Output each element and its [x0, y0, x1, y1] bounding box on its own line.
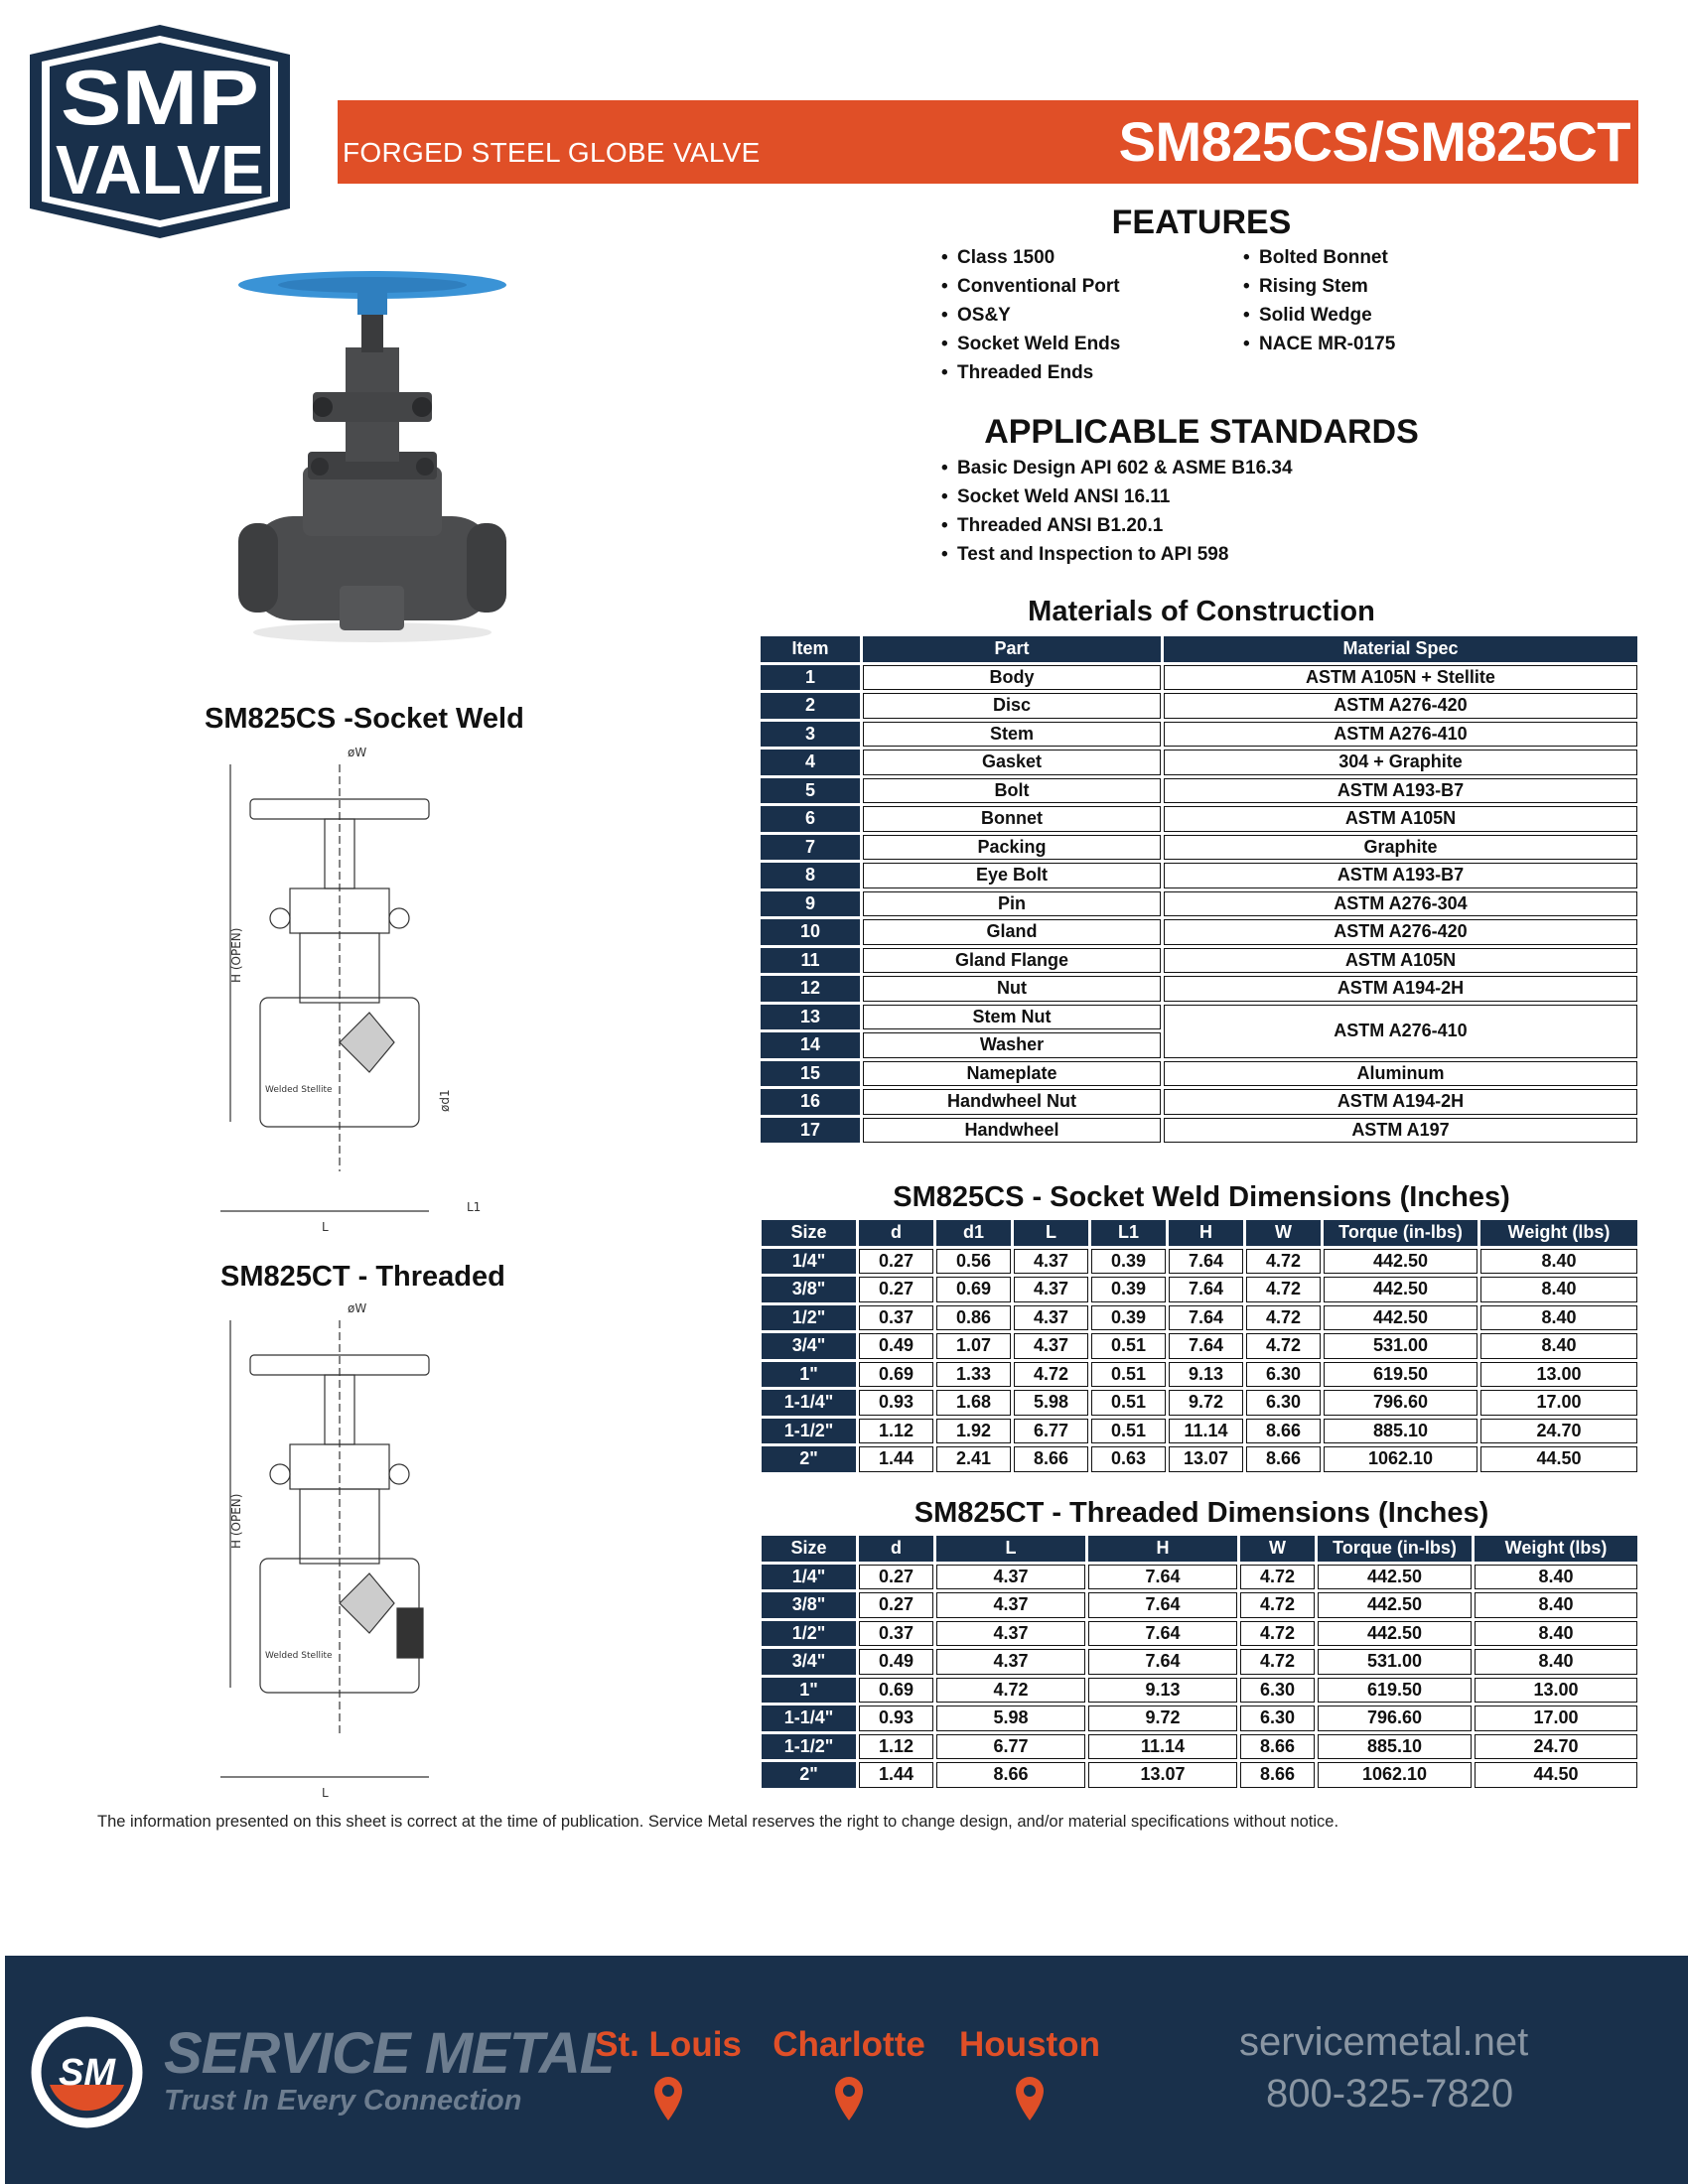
dimensions-value: 4.72: [1246, 1277, 1321, 1302]
dimensions-row: [762, 1305, 1637, 1331]
dimensions-value: 8.66: [1246, 1419, 1321, 1444]
dimensions-value: 1062.10: [1324, 1446, 1477, 1472]
dimensions-row: [762, 1706, 1637, 1731]
standard-item: • Basic Design API 602 & ASME B16.34: [941, 454, 1293, 482]
header-model: SM825CS/SM825CT: [1118, 110, 1630, 173]
dimensions-value: 885.10: [1318, 1734, 1472, 1760]
dimensions-header: W: [1246, 1220, 1321, 1246]
dimensions-row: [762, 1565, 1637, 1590]
standard-item: • Socket Weld ANSI 16.11: [941, 482, 1293, 511]
city-houston: Houston: [959, 2025, 1100, 2064]
dimensions-value: 4.72: [1246, 1333, 1321, 1359]
materials-spec: ASTM A193-B7: [1164, 778, 1637, 804]
materials-item-number: 8: [761, 863, 860, 888]
dimensions-size: 2": [762, 1446, 856, 1472]
logo-line-1: SMP: [61, 54, 259, 141]
dimensions-size: 1/4": [762, 1565, 856, 1590]
drawing-l1-label: L1: [467, 1200, 482, 1214]
dimensions-value: 0.27: [859, 1249, 933, 1275]
dimensions-value: 0.39: [1091, 1249, 1166, 1275]
dimensions-value: 11.14: [1169, 1419, 1243, 1444]
dimensions-row: [762, 1419, 1637, 1444]
materials-part: Handwheel: [863, 1118, 1161, 1144]
dimensions-value: 1.12: [859, 1734, 933, 1760]
materials-item-number: 11: [761, 948, 860, 974]
dimensions-value: 0.37: [859, 1305, 933, 1331]
dimensions-value: 4.37: [1014, 1277, 1088, 1302]
materials-part: Gasket: [863, 750, 1161, 775]
dimensions-value: 1062.10: [1318, 1762, 1472, 1788]
materials-item-number: 6: [761, 806, 860, 832]
phone-number[interactable]: 800-325-7820: [1266, 2072, 1514, 2116]
materials-spec: ASTM A194-2H: [1164, 1089, 1637, 1115]
dimensions-header: Size: [762, 1220, 856, 1246]
dimensions-value: 1.68: [936, 1390, 1011, 1416]
dimensions-header: d: [859, 1536, 933, 1562]
dimensions-value: 0.69: [859, 1362, 933, 1388]
materials-part: Handwheel Nut: [863, 1089, 1161, 1115]
dimensions-row: [762, 1592, 1637, 1618]
dimensions-value: 442.50: [1318, 1621, 1472, 1647]
dimensions-value: 796.60: [1324, 1390, 1477, 1416]
dimensions-size: 1": [762, 1678, 856, 1704]
dimensions-header: H: [1088, 1536, 1237, 1562]
materials-part: Disc: [863, 693, 1161, 719]
dimensions-value: 2.41: [936, 1446, 1011, 1472]
dimensions-value: 885.10: [1324, 1419, 1477, 1444]
dimensions-value: 1.44: [859, 1446, 933, 1472]
dimensions-value: 0.69: [859, 1678, 933, 1704]
dimensions-value: 13.00: [1475, 1678, 1637, 1704]
materials-spec: ASTM A105N: [1164, 948, 1637, 974]
dimensions-value: 7.64: [1169, 1249, 1243, 1275]
dimensions-value: 5.98: [1014, 1390, 1088, 1416]
dimensions-value: 4.72: [1014, 1362, 1088, 1388]
dimensions-value: 796.60: [1318, 1706, 1472, 1731]
materials-part: Stem: [863, 722, 1161, 748]
feature-item: • OS&Y: [941, 301, 1120, 330]
dimensions-value: 9.72: [1169, 1390, 1243, 1416]
dimensions-value: 442.50: [1318, 1565, 1472, 1590]
dimensions-value: 0.27: [859, 1277, 933, 1302]
feature-item: • Bolted Bonnet: [1243, 243, 1395, 272]
dimensions-value: 6.30: [1240, 1706, 1315, 1731]
dimensions-size: 1-1/2": [762, 1734, 856, 1760]
location-pin-icon: [651, 2075, 685, 2122]
materials-spec: ASTM A276-410: [1164, 1005, 1637, 1058]
dimensions-row: [762, 1362, 1637, 1388]
standards-title: APPLICABLE STANDARDS: [984, 413, 1419, 451]
dimensions-row: [762, 1734, 1637, 1760]
materials-spec: 304 + Graphite: [1164, 750, 1637, 775]
features-list-2: [1243, 243, 1395, 358]
drawing-h-label: H (OPEN): [229, 927, 243, 983]
company-tagline: Trust In Every Connection: [164, 2085, 522, 2116]
dimensions-header: L: [1014, 1220, 1088, 1246]
dimensions-value: 4.72: [1240, 1649, 1315, 1675]
dimensions-value: 0.27: [859, 1565, 933, 1590]
materials-title: Materials of Construction: [1028, 596, 1375, 627]
feature-item: • NACE MR-0175: [1243, 330, 1395, 358]
dimensions-value: 4.37: [936, 1592, 1085, 1618]
dimensions-value: 531.00: [1318, 1649, 1472, 1675]
dimensions-value: 7.64: [1088, 1649, 1237, 1675]
dimensions-value: 4.72: [1246, 1305, 1321, 1331]
dimensions-value: 4.37: [936, 1649, 1085, 1675]
materials-part: Gland Flange: [863, 948, 1161, 974]
materials-item-number: 3: [761, 722, 860, 748]
threaded-dimensions-title: SM825CT - Threaded Dimensions (Inches): [914, 1497, 1489, 1529]
dimensions-value: 24.70: [1475, 1734, 1637, 1760]
valve-product-photo: [228, 263, 516, 645]
dimensions-value: 7.64: [1169, 1277, 1243, 1302]
dimensions-value: 9.13: [1169, 1362, 1243, 1388]
materials-part: Pin: [863, 891, 1161, 917]
threaded-drawing-title: SM825CT - Threaded: [220, 1261, 505, 1293]
dimensions-value: 6.30: [1246, 1390, 1321, 1416]
dimensions-value: 6.77: [936, 1734, 1085, 1760]
socket-weld-technical-drawing: [220, 745, 508, 1241]
dimensions-value: 0.56: [936, 1249, 1011, 1275]
materials-spec: Graphite: [1164, 835, 1637, 861]
service-metal-logo: [30, 2015, 144, 2129]
materials-item-number: 17: [761, 1118, 860, 1144]
dimensions-header: d: [859, 1220, 933, 1246]
dimensions-value: 4.72: [1240, 1565, 1315, 1590]
dimensions-size: 1-1/2": [762, 1419, 856, 1444]
materials-row: [761, 891, 1637, 917]
dimensions-value: 9.72: [1088, 1706, 1237, 1731]
dimensions-header: Torque (in-lbs): [1318, 1536, 1472, 1562]
materials-row: [761, 976, 1637, 1002]
dimensions-value: 4.37: [1014, 1249, 1088, 1275]
dimensions-row: [762, 1762, 1637, 1788]
materials-part: Eye Bolt: [863, 863, 1161, 888]
dimensions-value: 7.64: [1169, 1333, 1243, 1359]
materials-spec: Aluminum: [1164, 1061, 1637, 1087]
feature-item: • Threaded Ends: [941, 358, 1120, 387]
materials-row: [761, 693, 1637, 719]
dimensions-header: L: [936, 1536, 1085, 1562]
materials-part: Bonnet: [863, 806, 1161, 832]
dimensions-value: 7.64: [1169, 1305, 1243, 1331]
dimensions-value: 0.93: [859, 1706, 933, 1731]
materials-item-number: 12: [761, 976, 860, 1002]
materials-item-number: 13: [761, 1005, 860, 1030]
dimensions-value: 4.72: [936, 1678, 1085, 1704]
feature-item: • Rising Stem: [1243, 272, 1395, 301]
dimensions-value: 8.40: [1475, 1621, 1637, 1647]
materials-item-number: 10: [761, 919, 860, 945]
materials-row: [761, 919, 1637, 945]
materials-row: [761, 1005, 1637, 1030]
features-list-1: [941, 243, 1120, 387]
materials-row: [761, 948, 1637, 974]
feature-item: • Socket Weld Ends: [941, 330, 1120, 358]
materials-part: Washer: [863, 1032, 1161, 1058]
dimensions-size: 3/4": [762, 1649, 856, 1675]
dimensions-value: 8.40: [1480, 1249, 1637, 1275]
drawing-stellite-label: Welded Stellite: [265, 1651, 333, 1661]
dimensions-value: 1.07: [936, 1333, 1011, 1359]
city-charlotte: Charlotte: [773, 2025, 925, 2064]
location-pin-icon: [832, 2075, 866, 2122]
dimensions-value: 0.86: [936, 1305, 1011, 1331]
materials-spec: ASTM A276-420: [1164, 919, 1637, 945]
dimensions-value: 1.33: [936, 1362, 1011, 1388]
materials-spec: ASTM A276-410: [1164, 722, 1637, 748]
dimensions-header: d1: [936, 1220, 1011, 1246]
dimensions-value: 619.50: [1318, 1678, 1472, 1704]
drawing-w-label: øW: [348, 1301, 367, 1315]
dimensions-header: Weight (lbs): [1475, 1536, 1637, 1562]
drawing-d1-label: ød1: [438, 1089, 452, 1112]
dimensions-value: 13.07: [1088, 1762, 1237, 1788]
drawing-stellite-label: Welded Stellite: [265, 1085, 333, 1095]
materials-row: [761, 722, 1637, 748]
dimensions-value: 1.12: [859, 1419, 933, 1444]
dimensions-value: 8.66: [1240, 1734, 1315, 1760]
materials-item-number: 16: [761, 1089, 860, 1115]
dimensions-value: 0.37: [859, 1621, 933, 1647]
materials-row: [761, 1061, 1637, 1087]
dimensions-size: 1-1/4": [762, 1390, 856, 1416]
dimensions-value: 0.27: [859, 1592, 933, 1618]
features-title: FEATURES: [1111, 204, 1292, 241]
drawing-l-label: L: [322, 1220, 329, 1234]
dimensions-value: 7.64: [1088, 1621, 1237, 1647]
dimensions-value: 6.77: [1014, 1419, 1088, 1444]
dimensions-row: [762, 1333, 1637, 1359]
dimensions-value: 0.51: [1091, 1333, 1166, 1359]
materials-item-number: 4: [761, 750, 860, 775]
threaded-technical-drawing: [220, 1300, 508, 1807]
dimensions-value: 8.40: [1475, 1649, 1637, 1675]
logo-line-2: VALVE: [56, 131, 264, 208]
dimensions-size: 3/8": [762, 1592, 856, 1618]
dimensions-size: 1/2": [762, 1621, 856, 1647]
materials-row: [761, 1118, 1637, 1144]
smp-valve-logo: [30, 25, 290, 238]
dimensions-header: W: [1240, 1536, 1315, 1562]
dimensions-value: 0.49: [859, 1333, 933, 1359]
materials-table: [758, 633, 1640, 1146]
dimensions-header: H: [1169, 1220, 1243, 1246]
dimensions-row: [762, 1446, 1637, 1472]
materials-row: [761, 1089, 1637, 1115]
dimensions-value: 13.07: [1169, 1446, 1243, 1472]
materials-part: Nut: [863, 976, 1161, 1002]
dimensions-value: 1.92: [936, 1419, 1011, 1444]
dimensions-value: 8.66: [1014, 1446, 1088, 1472]
dimensions-value: 4.72: [1240, 1621, 1315, 1647]
dimensions-value: 0.49: [859, 1649, 933, 1675]
threaded-dimensions-table: [759, 1533, 1640, 1791]
dimensions-value: 0.69: [936, 1277, 1011, 1302]
dimensions-size: 1/2": [762, 1305, 856, 1331]
materials-spec: ASTM A276-304: [1164, 891, 1637, 917]
standards-list: [941, 454, 1293, 569]
materials-item-number: 15: [761, 1061, 860, 1087]
materials-part: Packing: [863, 835, 1161, 861]
dimensions-value: 531.00: [1324, 1333, 1477, 1359]
feature-item: • Class 1500: [941, 243, 1120, 272]
materials-spec: ASTM A276-420: [1164, 693, 1637, 719]
dimensions-value: 4.37: [1014, 1305, 1088, 1331]
dimensions-value: 0.51: [1091, 1362, 1166, 1388]
dimensions-header: L1: [1091, 1220, 1166, 1246]
dimensions-value: 619.50: [1324, 1362, 1477, 1388]
dimensions-value: 8.40: [1475, 1592, 1637, 1618]
dimensions-row: [762, 1649, 1637, 1675]
socket-weld-drawing-title: SM825CS -Socket Weld: [205, 703, 524, 735]
dimensions-value: 6.30: [1240, 1678, 1315, 1704]
materials-row: [761, 835, 1637, 861]
dimensions-value: 17.00: [1480, 1390, 1637, 1416]
drawing-w-label: øW: [348, 746, 367, 759]
dimensions-value: 13.00: [1480, 1362, 1637, 1388]
dimensions-value: 4.72: [1240, 1592, 1315, 1618]
dimensions-value: 9.13: [1088, 1678, 1237, 1704]
standard-item: • Threaded ANSI B1.20.1: [941, 511, 1293, 540]
dimensions-size: 2": [762, 1762, 856, 1788]
dimensions-size: 3/4": [762, 1333, 856, 1359]
dimensions-value: 0.51: [1091, 1390, 1166, 1416]
dimensions-value: 6.30: [1246, 1362, 1321, 1388]
dimensions-size: 3/8": [762, 1277, 856, 1302]
dimensions-header: Size: [762, 1536, 856, 1562]
dimensions-value: 8.66: [1246, 1446, 1321, 1472]
dimensions-value: 442.50: [1318, 1592, 1472, 1618]
dimensions-value: 4.72: [1246, 1249, 1321, 1275]
dimensions-row: [762, 1277, 1637, 1302]
dimensions-value: 442.50: [1324, 1277, 1477, 1302]
dimensions-value: 0.51: [1091, 1419, 1166, 1444]
materials-item-number: 1: [761, 665, 860, 691]
dimensions-size: 1": [762, 1362, 856, 1388]
dimensions-value: 7.64: [1088, 1592, 1237, 1618]
sm-logo-text: SM: [59, 2052, 115, 2094]
materials-item-number: 14: [761, 1032, 860, 1058]
materials-part: Bolt: [863, 778, 1161, 804]
materials-part: Stem Nut: [863, 1005, 1161, 1030]
city-st-louis: St. Louis: [595, 2025, 742, 2064]
dimensions-row: [762, 1621, 1637, 1647]
materials-row: [761, 778, 1637, 804]
materials-part: Body: [863, 665, 1161, 691]
dimensions-header: Torque (in-lbs): [1324, 1220, 1477, 1246]
materials-part: Gland: [863, 919, 1161, 945]
dimensions-value: 44.50: [1475, 1762, 1637, 1788]
dimensions-value: 1.44: [859, 1762, 933, 1788]
materials-item-number: 7: [761, 835, 860, 861]
dimensions-value: 8.40: [1480, 1277, 1637, 1302]
dimensions-size: 1/4": [762, 1249, 856, 1275]
materials-header-item: Item: [761, 636, 860, 662]
dimensions-value: 4.37: [1014, 1333, 1088, 1359]
socket-weld-dimensions-table: [759, 1217, 1640, 1475]
materials-header-spec: Material Spec: [1164, 636, 1637, 662]
dimensions-row: [762, 1249, 1637, 1275]
dimensions-value: 0.93: [859, 1390, 933, 1416]
dimensions-value: 8.66: [936, 1762, 1085, 1788]
materials-part: Nameplate: [863, 1061, 1161, 1087]
feature-item: • Solid Wedge: [1243, 301, 1395, 330]
dimensions-value: 4.37: [936, 1565, 1085, 1590]
dimensions-value: 8.66: [1240, 1762, 1315, 1788]
dimensions-value: 5.98: [936, 1706, 1085, 1731]
company-name: SERVICE METAL: [164, 2021, 615, 2086]
materials-item-number: 2: [761, 693, 860, 719]
dimensions-row: [762, 1678, 1637, 1704]
dimensions-value: 4.37: [936, 1621, 1085, 1647]
dimensions-value: 442.50: [1324, 1305, 1477, 1331]
dimensions-value: 17.00: [1475, 1706, 1637, 1731]
materials-spec: ASTM A194-2H: [1164, 976, 1637, 1002]
dimensions-row: [762, 1390, 1637, 1416]
dimensions-value: 11.14: [1088, 1734, 1237, 1760]
materials-item-number: 5: [761, 778, 860, 804]
dimensions-value: 8.40: [1480, 1305, 1637, 1331]
feature-item: • Conventional Port: [941, 272, 1120, 301]
socket-weld-dimensions-title: SM825CS - Socket Weld Dimensions (Inches): [893, 1181, 1510, 1213]
header-subtitle: FORGED STEEL GLOBE VALVE: [343, 137, 761, 168]
disclaimer-text: The information presented on this sheet is correct at the time of publication. Service Metal reserves the right to change design, and/or material specifications without notice.: [97, 1813, 1339, 1831]
materials-row: [761, 806, 1637, 832]
dimensions-size: 1-1/4": [762, 1706, 856, 1731]
materials-spec: ASTM A105N: [1164, 806, 1637, 832]
dimensions-value: 0.39: [1091, 1305, 1166, 1331]
materials-header-part: Part: [863, 636, 1161, 662]
location-pin-icon: [1013, 2075, 1047, 2122]
dimensions-value: 8.40: [1480, 1333, 1637, 1359]
materials-row: [761, 863, 1637, 888]
website-link[interactable]: servicemetal.net: [1239, 2020, 1529, 2064]
materials-item-number: 9: [761, 891, 860, 917]
dimensions-value: 442.50: [1324, 1249, 1477, 1275]
dimensions-value: 24.70: [1480, 1419, 1637, 1444]
dimensions-value: 7.64: [1088, 1565, 1237, 1590]
materials-spec: ASTM A197: [1164, 1118, 1637, 1144]
dimensions-value: 8.40: [1475, 1565, 1637, 1590]
drawing-h-label: H (OPEN): [229, 1493, 243, 1549]
materials-spec: ASTM A193-B7: [1164, 863, 1637, 888]
dimensions-value: 0.63: [1091, 1446, 1166, 1472]
dimensions-value: 0.39: [1091, 1277, 1166, 1302]
dimensions-header: Weight (lbs): [1480, 1220, 1637, 1246]
standard-item: • Test and Inspection to API 598: [941, 540, 1293, 569]
materials-row: [761, 750, 1637, 775]
dimensions-value: 44.50: [1480, 1446, 1637, 1472]
drawing-l-label: L: [322, 1786, 329, 1800]
materials-row: [761, 665, 1637, 691]
materials-spec: ASTM A105N + Stellite: [1164, 665, 1637, 691]
